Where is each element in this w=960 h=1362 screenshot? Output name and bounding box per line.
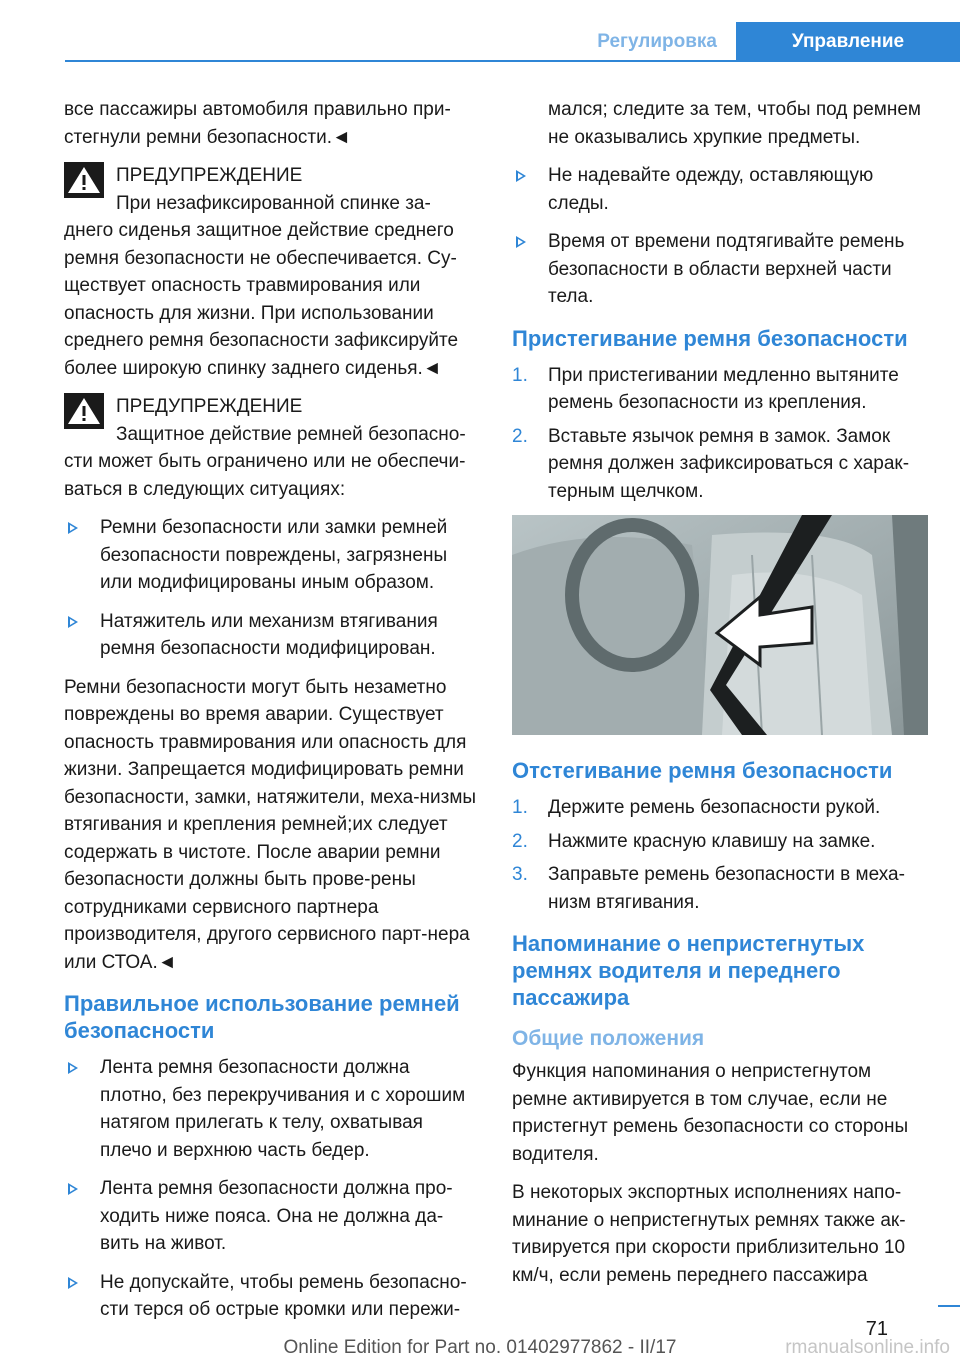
warning-text: Защитное действие ремней безопасно-сти может быть ограничено или не обеспечи-ваться в следующих ситуациях: (64, 423, 466, 500)
warning-block-1 (64, 162, 478, 382)
left-column (64, 96, 478, 1335)
warning-block-2 (64, 393, 478, 503)
list-item-text: Лента ремня безопасности должна плотно, без перекручивания и с хорошим натягом прилегать к телу, охватывая плечо и верхнюю часть бедер. (100, 1057, 466, 1161)
step-number: 3. (512, 864, 528, 885)
list-item-text: Не допускайте, чтобы ремень безопасно-сти терся об острые кромки или пережи- (100, 1271, 467, 1320)
warning-text: При незафиксированной спинке за-днего сиденья защитное действие среднего ремня безопасности не обеспечивается. Су-ществует опасность травмирования или опасность для жизни. При использовании среднего ремня безопасности зафиксируйте более широкую спинку заднего сиденья.◄ (64, 192, 459, 379)
section-heading-fasten: Пристегивание ремня безопасности (512, 325, 908, 351)
numbered-step (512, 828, 928, 856)
intro-text: все пассажиры автомобиля правильно при-стегнули ремни безопасности.◄ (64, 99, 451, 148)
general-paragraph-2: В некоторых экспортных исполнениях напо-минание о непристегнутых ремнях также ак-тивируется при скорости приблизительно 10 км/ч, если ремень переднего пассажира (512, 1182, 906, 1286)
triangle-bullet-icon (68, 1062, 78, 1074)
general-paragraph-1: Функция напоминания о непристегнутом ремне активируется в том случае, если не пристегнут ремень безопасности со стороны водителя. (512, 1061, 909, 1165)
section-heading-unfasten: Отстегивание ремня безопасности (512, 758, 893, 783)
list-item (64, 1175, 478, 1258)
step-text: Вставьте язычок ремня в замок. Замок ремня должен зафиксироваться с харак-терным щелчком. (548, 425, 910, 502)
warning-title: ПРЕДУПРЕЖДЕНИЕ (116, 396, 303, 417)
triangle-bullet-icon (68, 616, 78, 628)
list-item-text: Ремни безопасности или замки ремней безопасности повреждены, загрязнены или модифицированы иным образом. (100, 517, 448, 593)
list-item-text: Лента ремня безопасности должна про-ходить ниже пояса. Она не должна да-вить на живот. (100, 1178, 453, 1254)
warning-paragraph: Ремни безопасности могут быть незаметно повреждены во время аварии. Существует опасность травмирования или опасность для жизни. Запрещается модифицировать ремни безопасности, замки, натяжители, меха-низмы втягивания и крепления ремней;их следует содержать в чистоте. После аварии ремни безопасности должны быть прове-рены сотрудниками сервисного партнера производителя, другого сервисного парт-нера или СТОА.◄ (64, 676, 477, 973)
header-rule (65, 60, 960, 62)
list-item (64, 1054, 478, 1164)
step-number: 2. (512, 830, 528, 852)
edition-footer: Online Edition for Part no. 01402977862 - II/17 (283, 1337, 677, 1358)
list-item (512, 228, 928, 311)
list-item-text: Не надевайте одежду, оставляющую следы. (548, 165, 874, 214)
step-number: 2. (512, 425, 528, 447)
numbered-step (512, 794, 928, 822)
step-text: Держите ремень безопасности рукой. (548, 797, 881, 818)
section-heading-reminder: Напоминание о непристегнутых ремнях водителя и переднего пассажира (512, 931, 865, 1010)
warning-icon (64, 393, 104, 429)
numbered-step (512, 861, 928, 916)
step-number: 1. (512, 364, 528, 386)
numbered-step (512, 423, 928, 506)
section-tab-upravlenie[interactable]: Управление (736, 22, 960, 62)
list-item (64, 608, 478, 663)
warning-icon (64, 162, 104, 198)
page-number: 71 (865, 1318, 888, 1340)
continued-text: мался; следите за тем, чтобы под ремнем не оказывались хрупкие предметы. (548, 99, 921, 148)
list-item (512, 162, 928, 217)
step-text: Заправьте ремень безопасности в меха-низм втягивания. (548, 864, 905, 913)
list-item (64, 514, 478, 597)
section-heading-correct-use: Правильное использование ремней безопасности (64, 991, 460, 1043)
triangle-bullet-icon (516, 236, 526, 248)
step-number: 1. (512, 797, 528, 818)
triangle-bullet-icon (68, 1277, 78, 1289)
list-item (64, 1269, 478, 1324)
section-tab-regulirovka[interactable]: Регулировка (597, 31, 717, 52)
right-column (512, 96, 928, 1289)
step-text: Нажмите красную клавишу на замке. (548, 830, 876, 852)
triangle-bullet-icon (68, 1183, 78, 1195)
triangle-bullet-icon (68, 522, 78, 534)
list-item-text: Натяжитель или механизм втягивания ремня безопасности модифицирован. (100, 610, 438, 659)
list-item-text: Время от времени подтягивайте ремень безопасности в области верхней части тела. (548, 231, 905, 307)
numbered-step (512, 362, 928, 417)
triangle-bullet-icon (516, 170, 526, 182)
subsection-heading-general: Общие положения (512, 1027, 705, 1050)
warning-title: ПРЕДУПРЕЖДЕНИЕ (116, 165, 303, 186)
watermark-text: rmanualsonline.info (785, 1337, 950, 1358)
step-text: При пристегивании медленно вытяните ремень безопасности из крепления. (548, 364, 899, 413)
seatbelt-illustration (512, 515, 928, 735)
page-header (65, 22, 960, 62)
footer-rule (938, 1305, 960, 1307)
